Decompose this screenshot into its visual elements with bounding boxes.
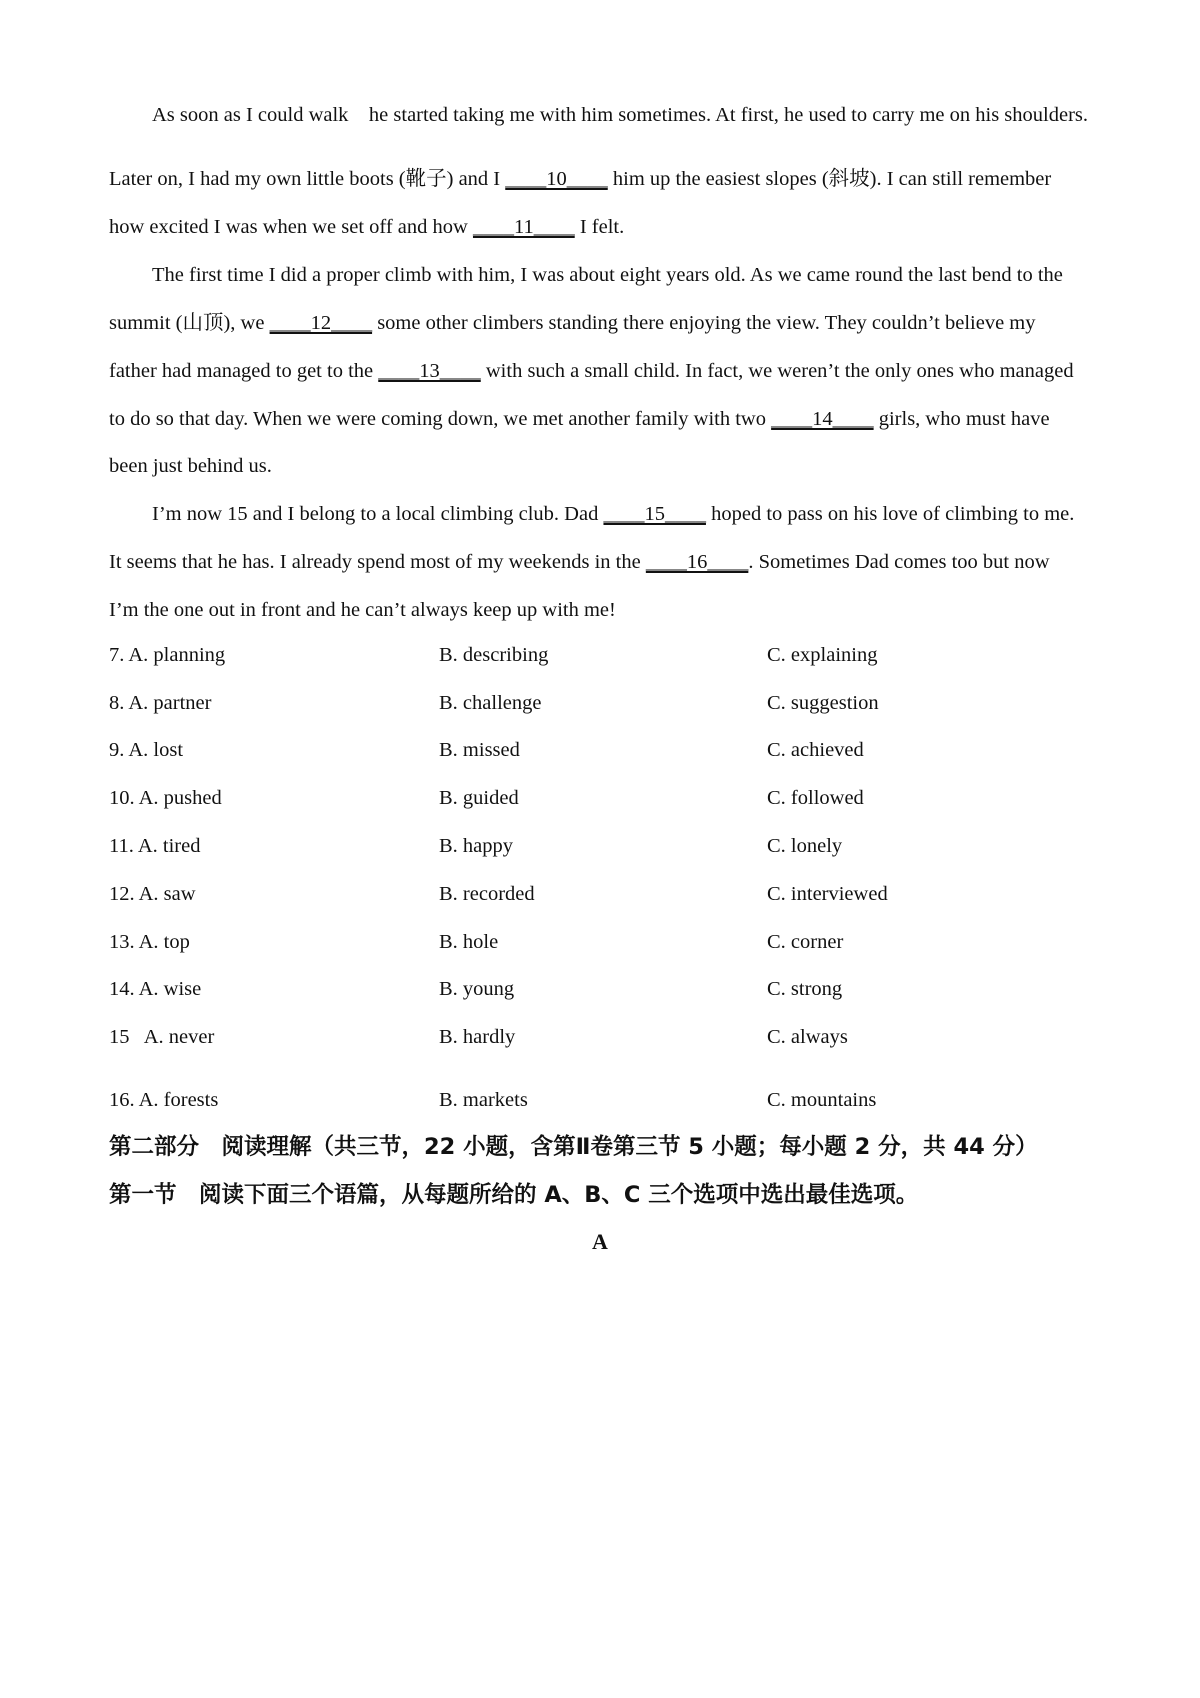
option-c: C. mountains	[767, 1089, 877, 1111]
option-row-15	[0, 1022, 1200, 1052]
option-c: C. corner	[767, 931, 844, 953]
passage-text: with such a small child. In fact, we weren’t the only ones who managed	[480, 360, 1074, 382]
passage-line	[109, 213, 1099, 241]
option-b: B. describing	[439, 644, 549, 666]
passage-text: As soon as I could walk he started taking me with him sometimes. At first, he used to carry me on his shoulders.	[152, 104, 1089, 126]
option-c: C. strong	[767, 978, 843, 1000]
option-row-14	[0, 974, 1200, 1004]
option-b: B. markets	[439, 1089, 528, 1111]
blank-16: ____16____	[645, 551, 749, 573]
option-a: 14. A. wise	[109, 978, 202, 1000]
option-row-9	[0, 735, 1200, 765]
passage-text: It seems that he has. I already spend most of my weekends in the	[109, 551, 646, 573]
passage-line	[109, 309, 1099, 337]
blank-13: ____13____	[378, 360, 481, 382]
passage-text: hoped to pass on his love of climbing to me.	[705, 503, 1075, 525]
option-row-8	[0, 688, 1200, 718]
passage-text: him up the easiest slopes (斜坡). I can still remember	[607, 168, 1052, 190]
option-b: B. hole	[439, 931, 499, 953]
passage-line	[109, 548, 1099, 576]
option-row-13	[0, 927, 1200, 957]
passage-text: some other climbers standing there enjoying the view. They couldn’t believe my	[372, 312, 1036, 334]
option-b: B. challenge	[439, 692, 542, 714]
passage-line	[109, 452, 1099, 480]
option-a: 9. A. lost	[109, 739, 184, 761]
option-a: 15 A. never	[109, 1026, 215, 1048]
blank-15: ____15____	[603, 503, 706, 525]
option-c: C. achieved	[767, 739, 864, 761]
section1-heading: 第一节 阅读下面三个语篇，从每题所给的 A、B、C 三个选项中选出最佳选项。	[109, 1182, 919, 1208]
option-b: B. young	[439, 978, 515, 1000]
option-a: 8. A. partner	[109, 692, 212, 714]
option-c: C. explaining	[767, 644, 878, 666]
option-a: 13. A. top	[109, 931, 190, 953]
part2-heading: 第二部分 阅读理解（共三节，22 小题，含第Ⅱ卷第三节 5 小题；每小题 2 分，共 44 分）	[109, 1134, 1038, 1160]
passage-text: Later on, I had my own little boots (靴子) and I	[109, 168, 506, 190]
option-row-11	[0, 831, 1200, 861]
option-b: B. missed	[439, 739, 520, 761]
option-row-12	[0, 879, 1200, 909]
passage-text: I felt.	[574, 216, 625, 238]
passage-line	[152, 500, 1142, 528]
passage-line	[109, 596, 1099, 624]
passage-letter: A	[592, 1229, 608, 1254]
passage-text: The first time I did a proper climb with him, I was about eight years old. As we came round the last bend to the	[152, 264, 1063, 286]
passage-text: I’m now 15 and I belong to a local climbing club. Dad	[152, 503, 604, 525]
passage-text: summit (山顶), we	[109, 312, 270, 334]
option-b: B. hardly	[439, 1026, 516, 1048]
option-a: 11. A. tired	[109, 835, 201, 857]
passage-line	[109, 165, 1099, 193]
option-c: C. suggestion	[767, 692, 879, 714]
option-b: B. recorded	[439, 883, 535, 905]
option-a: 7. A. planning	[109, 644, 226, 666]
option-row-16	[0, 1085, 1200, 1115]
option-row-10	[0, 783, 1200, 813]
passage-text: how excited I was when we set off and how	[109, 216, 473, 238]
option-row-7	[0, 640, 1200, 670]
option-a: 10. A. pushed	[109, 787, 222, 809]
passage-text: father had managed to get to the	[109, 360, 379, 382]
passage-text: I’m the one out in front and he can’t always keep up with me!	[109, 599, 616, 621]
option-c: C. interviewed	[767, 883, 888, 905]
option-c: C. lonely	[767, 835, 843, 857]
passage-line	[152, 101, 1142, 129]
passage-text: girls, who must have	[873, 408, 1050, 430]
option-b: B. guided	[439, 787, 519, 809]
option-a: 12. A. saw	[109, 883, 196, 905]
blank-11: ____11____	[472, 216, 575, 238]
blank-14: ____14____	[771, 408, 874, 430]
option-a: 16. A. forests	[109, 1089, 219, 1111]
option-c: C. followed	[767, 787, 864, 809]
passage-text: been just behind us.	[109, 455, 272, 477]
option-b: B. happy	[439, 835, 514, 857]
option-c: C. always	[767, 1026, 848, 1048]
passage-text: to do so that day. When we were coming down, we met another family with two	[109, 408, 772, 430]
passage-line	[152, 261, 1142, 289]
blank-12: ____12____	[269, 312, 373, 334]
passage-text: . Sometimes Dad comes too but now	[748, 551, 1050, 573]
passage-line	[109, 405, 1099, 433]
passage-line	[109, 357, 1099, 385]
blank-10: ____10____	[505, 168, 608, 190]
